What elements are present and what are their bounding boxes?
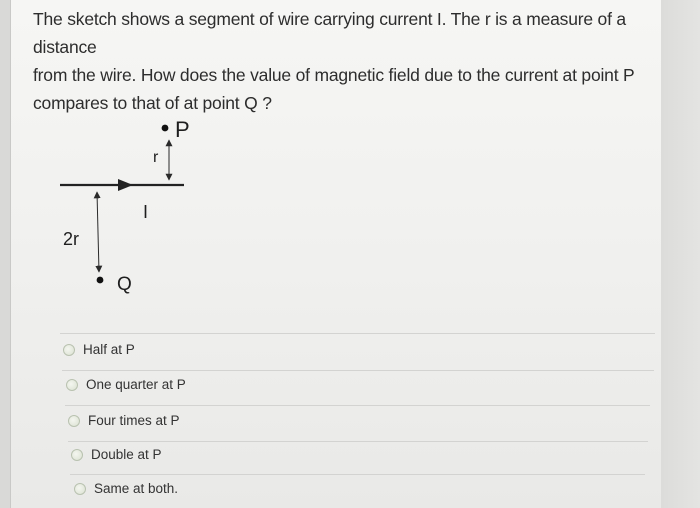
- option-divider: [70, 474, 645, 475]
- label-p: P: [175, 117, 190, 142]
- label-r: r: [153, 149, 159, 166]
- label-q: Q: [117, 274, 132, 295]
- option-label: Double at P: [91, 447, 162, 462]
- radio-button[interactable]: [63, 344, 75, 356]
- option-divider: [60, 333, 655, 334]
- radio-button[interactable]: [71, 449, 83, 461]
- option-double-at-p[interactable]: [71, 447, 162, 462]
- option-same-at-both[interactable]: [74, 481, 178, 496]
- option-divider: [68, 441, 648, 442]
- 2r-distance-arrow: [97, 192, 99, 272]
- option-half-at-p[interactable]: [63, 342, 135, 357]
- radio-button[interactable]: [66, 379, 78, 391]
- option-divider: [65, 405, 650, 406]
- label-2r: 2r: [63, 229, 80, 249]
- current-arrow-icon: [118, 179, 133, 191]
- radio-button[interactable]: [74, 483, 86, 495]
- option-label: Same at both.: [94, 481, 179, 496]
- option-one-quarter-at-p[interactable]: [66, 377, 186, 392]
- label-i: I: [143, 202, 149, 222]
- point-p: [162, 125, 169, 132]
- option-divider: [62, 370, 654, 371]
- radio-button[interactable]: [68, 415, 80, 427]
- option-four-times-at-p[interactable]: [68, 413, 180, 428]
- point-q: [97, 277, 104, 284]
- option-label: One quarter at P: [86, 377, 186, 392]
- option-label: Half at P: [83, 342, 135, 357]
- question-text: The sketch shows a segment of wire carrying current I. The r is a measure of a distance from the wire. How does the value of magnetic field due to the current at point P compares to that of at point Q ?: [33, 9, 635, 113]
- option-label: Four times at P: [88, 413, 180, 428]
